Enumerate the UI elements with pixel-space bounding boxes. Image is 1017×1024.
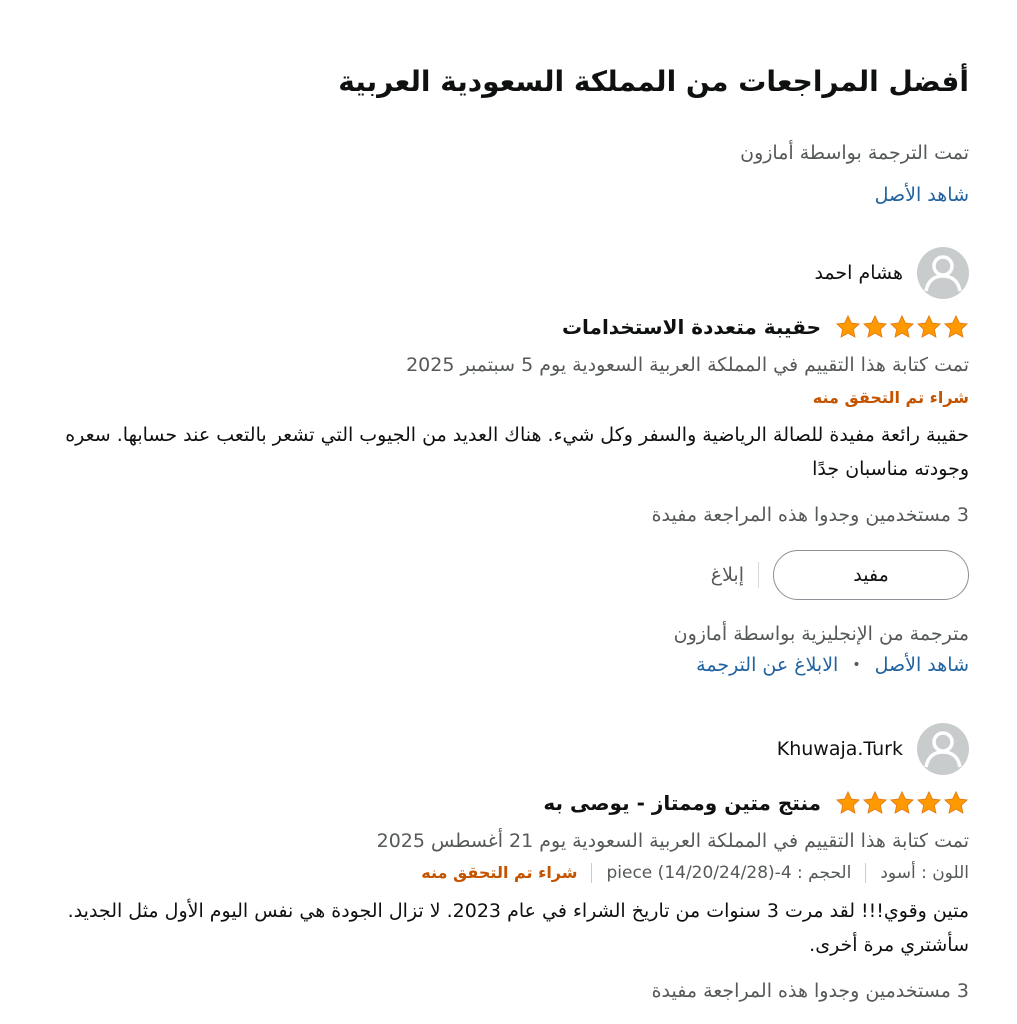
helpful-button[interactable]: مفيد [773,550,969,600]
see-original-link[interactable]: شاهد الأصل [874,654,969,676]
divider [758,562,759,588]
star-rating[interactable] [835,314,969,340]
star-icon [943,790,969,816]
divider [591,863,592,883]
verified-purchase-badge: شراء تم التحقق منه [812,388,969,407]
star-rating[interactable] [835,790,969,816]
reviewer-name: Khuwaja.Turk [776,738,903,760]
separator-dot: • [852,657,861,673]
page-title: أفضل المراجعات من المملكة السعودية العربية [338,65,969,98]
reviewer-profile[interactable] [40,246,969,300]
review-body: حقيبة رائعة مفيدة للصالة الرياضية والسفر وكل شيء. هناك العديد من الجيوب التي تشعر بالتعب عند حسابها. سعره وجودته مناسبان جدًا [65,424,969,480]
translation-links [40,654,969,676]
review-card [40,722,969,1006]
star-icon [943,314,969,340]
star-icon [835,314,861,340]
review-actions [40,550,969,600]
verified-purchase-badge: شراء تم التحقق منه [421,863,578,882]
star-icon [889,314,915,340]
translated-by-note: تمت الترجمة بواسطة أمازون [740,142,969,164]
report-translation-link[interactable]: الابلاغ عن الترجمة [696,654,839,676]
star-icon [916,790,942,816]
star-icon [889,790,915,816]
reviewer-name: هشام احمد [814,262,903,284]
reviewer-profile[interactable] [40,722,969,776]
rating-line [40,310,969,344]
review-title[interactable]: حقيبة متعددة الاستخدامات [561,315,821,339]
size-variant: الحجم : 4-(14/20/24/28) piece [606,863,852,883]
star-icon [862,790,888,816]
star-icon [835,790,861,816]
helpful-count: 3 مستخدمين وجدوا هذه المراجعة مفيدة [651,504,969,526]
report-link[interactable]: إبلاغ [710,564,744,586]
star-icon [862,314,888,340]
translated-from-note: مترجمة من الإنجليزية بواسطة أمازون [673,623,969,645]
review-card [40,246,969,676]
helpful-count: 3 مستخدمين وجدوا هذه المراجعة مفيدة [651,980,969,1002]
avatar-icon [917,247,969,299]
divider [865,863,866,883]
review-title[interactable]: منتج متين وممتاز - يوصى به [543,791,821,815]
rating-line [40,786,969,820]
review-date: تمت كتابة هذا التقييم في المملكة العربية السعودية يوم 21 أغسطس 2025 [376,830,969,852]
avatar-icon [917,723,969,775]
product-variant-line [40,858,969,888]
see-original-link[interactable]: شاهد الأصل [874,184,969,206]
review-body: متين وقوي!!! لقد مرت 3 سنوات من تاريخ الشراء في عام 2023. لا تزال الجودة هي نفس اليوم الأول مثل الجديد. سأشتري مرة أخرى. [67,900,969,956]
star-icon [916,314,942,340]
color-variant: اللون : أسود [880,863,969,883]
review-date: تمت كتابة هذا التقييم في المملكة العربية السعودية يوم 5 سبتمبر 2025 [406,354,969,376]
